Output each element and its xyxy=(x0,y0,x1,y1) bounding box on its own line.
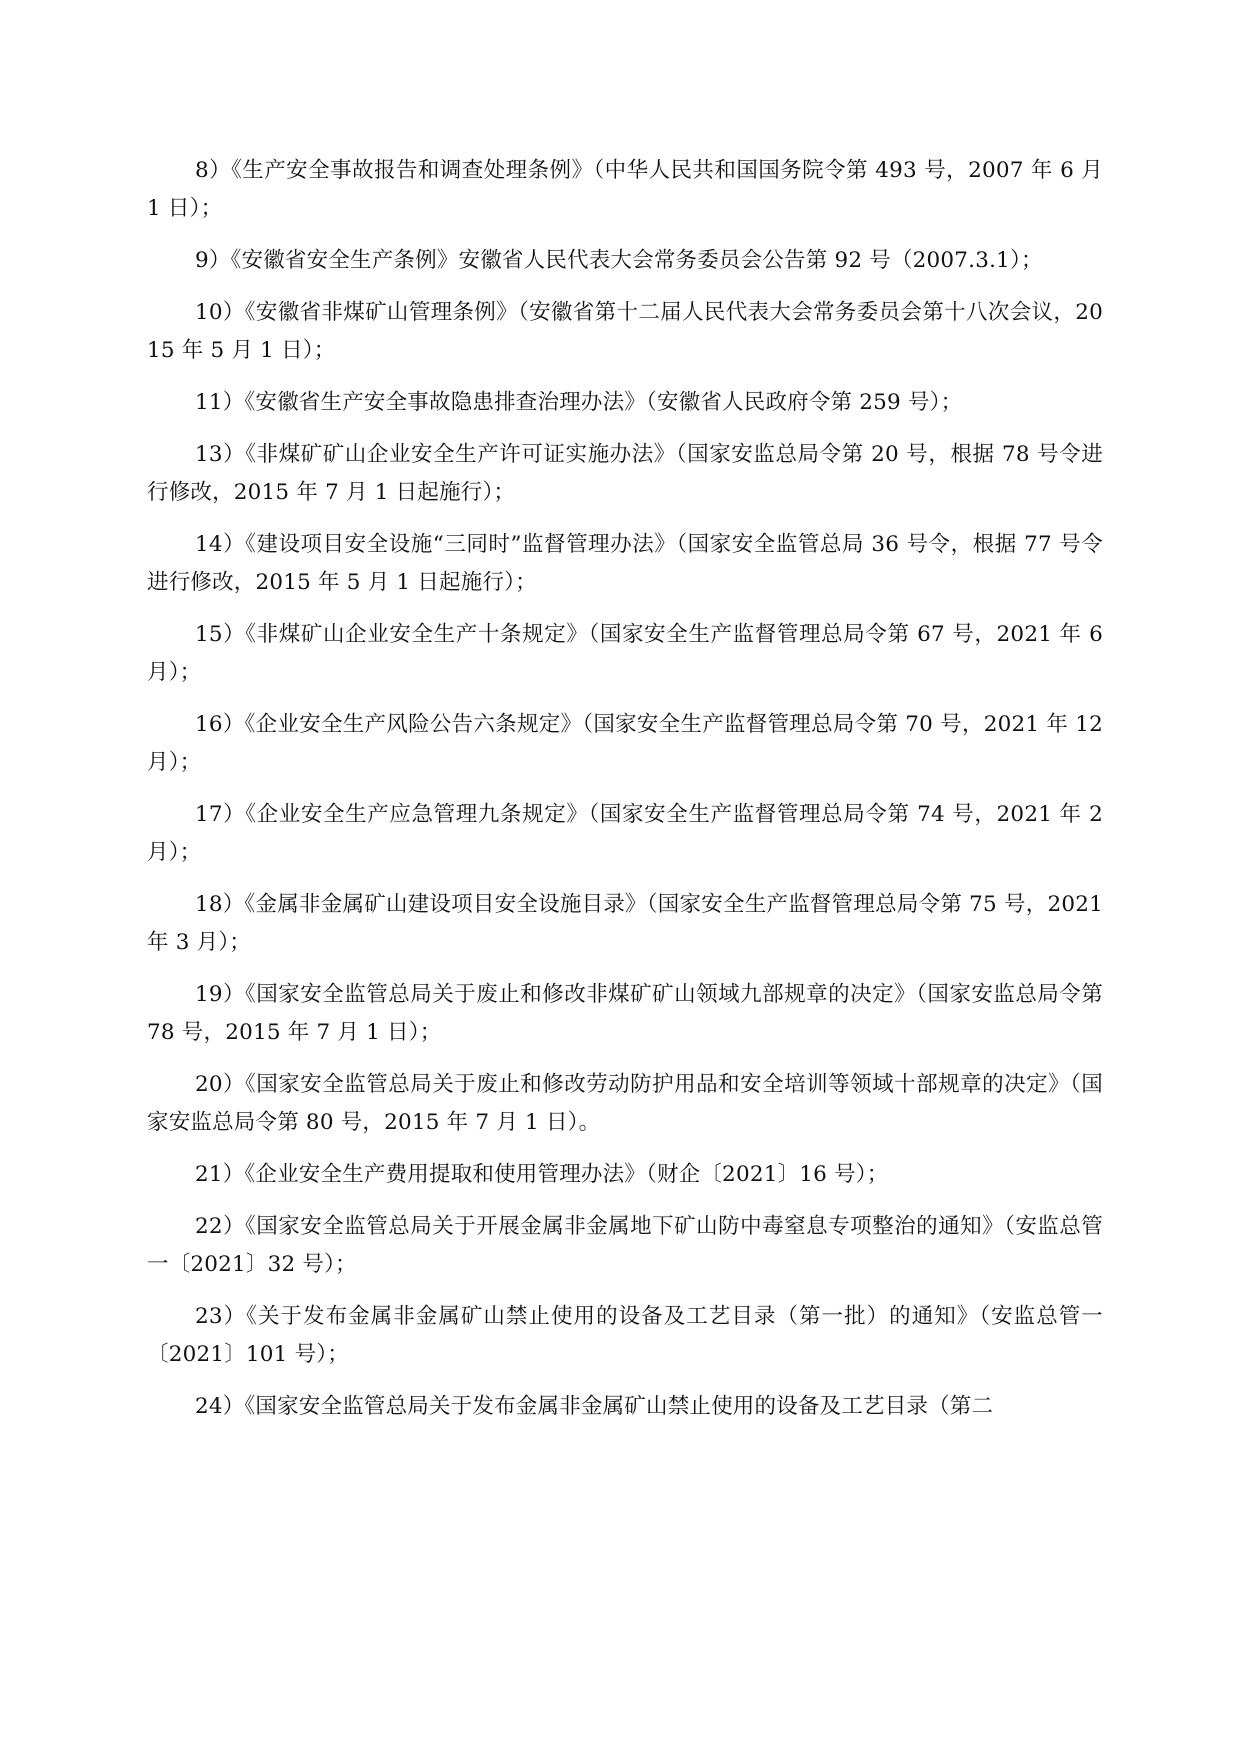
list-item: 9）《安徽省安全生产条例》安徽省人民代表大会常务委员会公告第 92 号（2007.3.1）； xyxy=(195,248,1043,273)
list-item: 17）《企业安全生产应急管理九条规定》（国家安全生产监督管理总局令第 74 号，2021 年 2 月）； xyxy=(147,802,1103,865)
list-item: 15）《非煤矿山企业安全生产十条规定》（国家安全生产监督管理总局令第 67 号，2021 年 6 月）； xyxy=(147,622,1103,685)
list-item: 21）《企业安全生产费用提取和使用管理办法》（财企〔2021〕16 号）； xyxy=(195,1162,889,1187)
list-item: 16）《企业安全生产风险公告六条规定》（国家安全生产监督管理总局令第 70 号，2021 年 12 月）； xyxy=(147,712,1103,775)
list-item: 22）《国家安全监管总局关于开展金属非金属地下矿山防中毒窒息专项整治的通知》（安监总管一〔2021〕32 号）； xyxy=(147,1214,1103,1277)
list-item: 8）《生产安全事故报告和调查处理条例》（中华人民共和国国务院令第 493 号，2007 年 6 月 1 日）； xyxy=(147,158,1103,221)
list-item: 13）《非煤矿矿山企业安全生产许可证实施办法》（国家安监总局令第 20 号，根据 78 号令进行修改，2015 年 7 月 1 日起施行）； xyxy=(147,442,1103,505)
regulation-list xyxy=(147,152,1103,1440)
list-item: 10）《安徽省非煤矿山管理条例》（安徽省第十二届人民代表大会常务委员会第十八次会议，2015 年 5 月 1 日）； xyxy=(147,300,1103,363)
list-item: 23）《关于发布金属非金属矿山禁止使用的设备及工艺目录（第一批）的通知》（安监总管一〔2021〕101 号）； xyxy=(147,1304,1103,1367)
list-item: 14）《建设项目安全设施“三同时”监督管理办法》（国家安全监管总局 36 号令，根据 77 号令进行修改，2015 年 5 月 1 日起施行）； xyxy=(147,532,1103,595)
list-item: 24）《国家安全监管总局关于发布金属非金属矿山禁止使用的设备及工艺目录（第二 xyxy=(195,1394,994,1419)
list-item: 20）《国家安全监管总局关于废止和修改劳动防护用品和安全培训等领域十部规章的决定》（国家安监总局令第 80 号，2015 年 7 月 1 日）。 xyxy=(147,1072,1103,1135)
list-item: 18）《金属非金属矿山建设项目安全设施目录》（国家安全生产监督管理总局令第 75 号，2021 年 3 月）； xyxy=(147,892,1103,955)
list-item: 19）《国家安全监管总局关于废止和修改非煤矿矿山领域九部规章的决定》（国家安监总局令第 78 号，2015 年 7 月 1 日）； xyxy=(147,982,1103,1045)
list-item: 11）《安徽省生产安全事故隐患排查治理办法》（安徽省人民政府令第 259 号）； xyxy=(195,390,963,415)
